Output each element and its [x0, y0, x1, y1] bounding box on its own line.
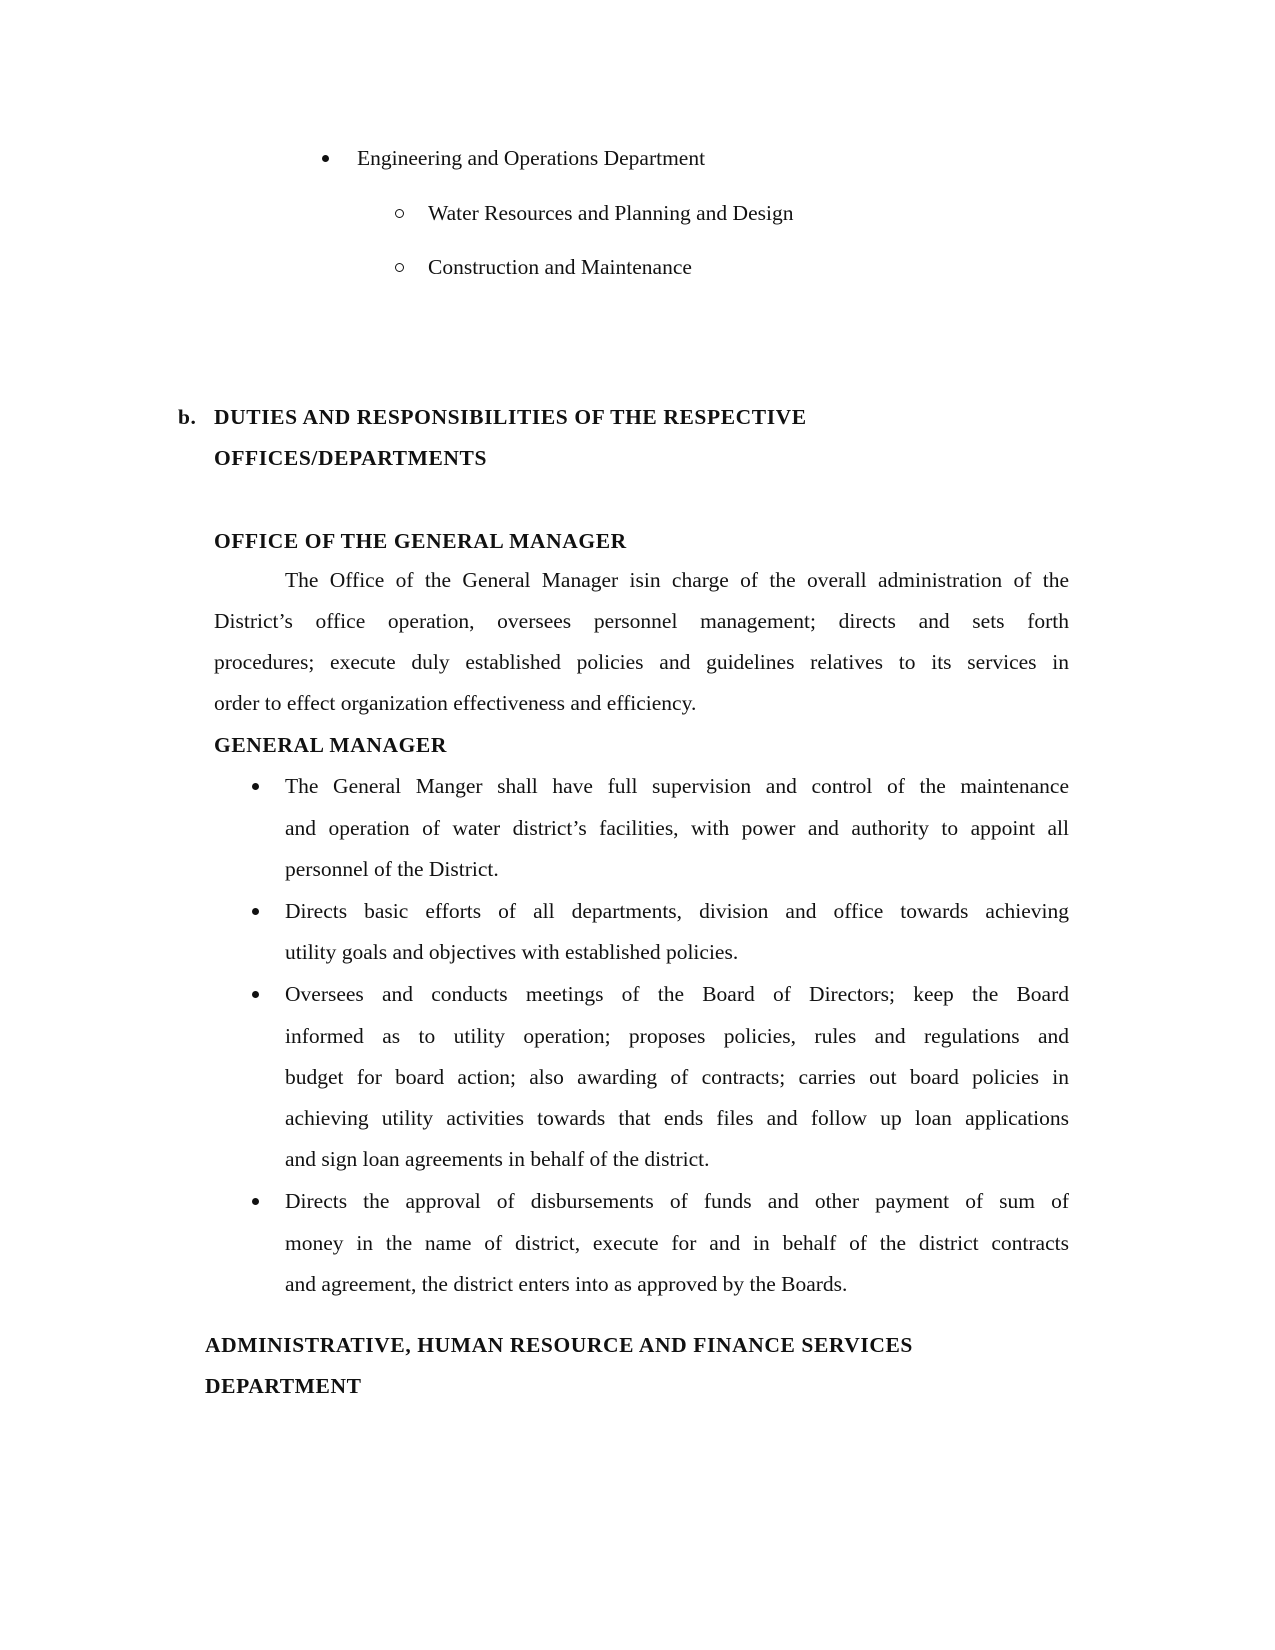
office-gm-paragraph-line: District’s office operation, oversees personnel management; directs and sets forth: [214, 611, 1069, 633]
admin-dept-heading-line-2: DEPARTMENT: [205, 1374, 362, 1398]
circle-bullet-icon: [395, 209, 404, 218]
bullet-icon: [252, 1198, 259, 1205]
bullet-icon: [252, 908, 259, 915]
gm-bullet-line: utility goals and objectives with established policies.: [285, 940, 739, 964]
section-marker: b.: [178, 405, 197, 429]
admin-dept-heading-line-1: ADMINISTRATIVE, HUMAN RESOURCE AND FINANCE SERVICES: [205, 1333, 913, 1357]
office-gm-heading: OFFICE OF THE GENERAL MANAGER: [214, 529, 627, 553]
list-item-engineering: Engineering and Operations Department: [357, 146, 706, 170]
bullet-icon: [252, 991, 259, 998]
gm-bullet-line: and operation of water district’s facilities, with power and authority to appoint all: [285, 818, 1069, 840]
bullet-icon: [252, 783, 259, 790]
office-gm-paragraph-line: order to effect organization effectiveness and efficiency.: [214, 691, 697, 715]
gm-bullet-line: Directs the approval of disbursements of funds and other payment of sum of: [285, 1191, 1069, 1213]
gm-bullet-line: The General Manger shall have full supervision and control of the maintenance: [285, 776, 1069, 798]
circle-bullet-icon: [395, 263, 404, 272]
bullet-icon: [322, 155, 329, 162]
gm-bullet-line: personnel of the District.: [285, 857, 499, 881]
sublist-item-construction: Construction and Maintenance: [428, 255, 692, 279]
gm-bullet-line: informed as to utility operation; proposes policies, rules and regulations and: [285, 1026, 1069, 1048]
gm-bullet-line: budget for board action; also awarding of contracts; carries out board policies in: [285, 1067, 1069, 1089]
gm-bullet-line: achieving utility activities towards that ends files and follow up loan applications: [285, 1108, 1069, 1130]
office-gm-paragraph-line: The Office of the General Manager isin charge of the overall administration of the: [285, 570, 1069, 592]
section-title-line-1: DUTIES AND RESPONSIBILITIES OF THE RESPECTIVE: [214, 405, 807, 429]
gm-bullet-line: Directs basic efforts of all departments, division and office towards achieving: [285, 901, 1069, 923]
section-title-line-2: OFFICES/DEPARTMENTS: [214, 446, 488, 470]
gm-bullet-line: money in the name of district, execute for and in behalf of the district contracts: [285, 1233, 1069, 1255]
gm-bullet-line: and sign loan agreements in behalf of the district.: [285, 1147, 710, 1171]
gm-bullet-line: Oversees and conducts meetings of the Board of Directors; keep the Board: [285, 984, 1069, 1006]
gm-bullet-line: and agreement, the district enters into as approved by the Boards.: [285, 1272, 848, 1296]
sublist-item-water-resources: Water Resources and Planning and Design: [428, 201, 794, 225]
general-manager-heading: GENERAL MANAGER: [214, 733, 447, 757]
office-gm-paragraph-line: procedures; execute duly established policies and guidelines relatives to its services in: [214, 652, 1069, 674]
